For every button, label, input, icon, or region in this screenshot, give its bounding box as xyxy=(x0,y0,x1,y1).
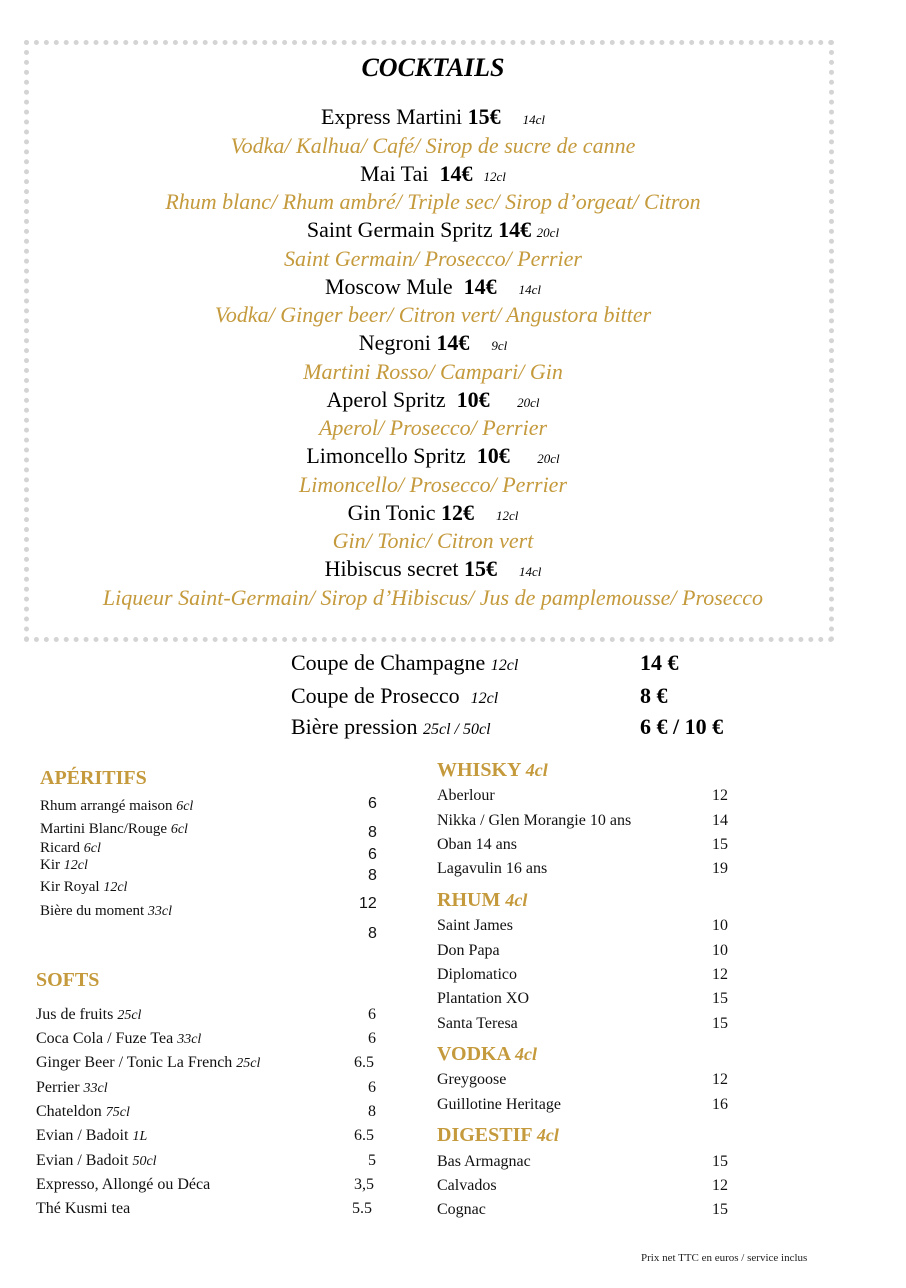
aperitif-item: Martini Blanc/Rouge 6cl xyxy=(40,821,188,837)
cocktail-ingredients: Martini Rosso/ Campari/ Gin xyxy=(303,359,563,384)
whisky-price: 15 xyxy=(712,836,728,853)
bubble-item-price: 6 € / 10 € xyxy=(640,714,724,739)
aperitif-price: 8 xyxy=(368,925,377,942)
aperitif-price: 6 xyxy=(368,795,377,812)
aperitif-price: 12 xyxy=(359,895,377,912)
cocktail-name: Negroni 14€ 9cl xyxy=(358,330,508,355)
cocktail-name: Saint Germain Spritz 14€ 20cl xyxy=(306,217,560,242)
rhum-item: Plantation XO xyxy=(437,990,529,1007)
rhum-price: 10 xyxy=(712,942,728,959)
cocktail-ingredients: Vodka/ Ginger beer/ Citron vert/ Angustora bitter xyxy=(214,302,652,327)
rhum-price: 12 xyxy=(712,966,728,983)
aperitif-item: Kir 12cl xyxy=(40,857,88,873)
digestif-price: 15 xyxy=(712,1201,728,1218)
whisky-title: WHISKY 4cl xyxy=(437,759,548,781)
cocktail-name: Gin Tonic 12€ 12cl xyxy=(347,500,519,525)
vodka-price: 16 xyxy=(712,1096,728,1113)
soft-item: Evian / Badoit 50cl xyxy=(36,1152,157,1169)
aperitif-item: Bière du moment 33cl xyxy=(40,903,173,919)
soft-item: Thé Kusmi tea xyxy=(36,1200,131,1217)
aperitif-item: Ricard 6cl xyxy=(40,840,101,856)
digestif-price: 15 xyxy=(712,1153,728,1170)
cocktail-name: Limoncello Spritz 10€ 20cl xyxy=(306,443,560,468)
soft-price: 6 xyxy=(368,1006,376,1023)
bubble-item-price: 8 € xyxy=(640,683,668,708)
whisky-item: Nikka / Glen Morangie 10 ans xyxy=(437,812,632,829)
soft-price: 5 xyxy=(368,1152,376,1169)
digestif-item: Cognac xyxy=(437,1201,486,1218)
cocktail-ingredients: Gin/ Tonic/ Citron vert xyxy=(332,528,534,553)
digestif-price: 12 xyxy=(712,1177,728,1194)
whisky-item: Oban 14 ans xyxy=(437,836,517,853)
rhum-item: Santa Teresa xyxy=(437,1015,518,1032)
aperitif-price: 6 xyxy=(368,846,377,863)
soft-price: 6 xyxy=(368,1079,376,1096)
aperitif-item: Kir Royal 12cl xyxy=(40,879,128,895)
soft-item: Perrier 33cl xyxy=(36,1079,108,1096)
aperitif-price: 8 xyxy=(368,867,377,884)
whisky-price: 19 xyxy=(712,860,728,877)
vodka-item: Guillotine Heritage xyxy=(437,1096,561,1113)
cocktail-name: Mai Tai 14€ 12cl xyxy=(360,161,506,186)
rhum-title: RHUM 4cl xyxy=(437,889,528,911)
soft-item: Jus de fruits 25cl xyxy=(36,1006,142,1023)
footer-note: Prix net TTC en euros / service inclus xyxy=(641,1252,808,1264)
digestif-item: Bas Armagnac xyxy=(437,1153,531,1170)
cocktail-name: Hibiscus secret 15€ 14cl xyxy=(324,556,542,581)
soft-item: Evian / Badoit 1L xyxy=(36,1127,148,1144)
soft-price: 6.5 xyxy=(354,1127,374,1144)
soft-price: 8 xyxy=(368,1103,376,1120)
bubble-item-name: Bière pression 25cl / 50cl xyxy=(291,714,491,739)
cocktails-title: COCKTAILS xyxy=(361,53,505,82)
whisky-price: 14 xyxy=(712,812,728,829)
bubble-item-name: Coupe de Champagne 12cl xyxy=(291,650,519,675)
soft-price: 6 xyxy=(368,1030,376,1047)
soft-price: 3,5 xyxy=(354,1176,374,1193)
vodka-item: Greygoose xyxy=(437,1071,507,1088)
rhum-item: Diplomatico xyxy=(437,966,517,983)
cocktail-ingredients: Aperol/ Prosecco/ Perrier xyxy=(318,415,548,440)
vodka-title: VODKA 4cl xyxy=(437,1043,537,1065)
rhum-price: 15 xyxy=(712,1015,728,1032)
cocktail-ingredients: Liqueur Saint-Germain/ Sirop d’Hibiscus/ Jus de pamplemousse/ Prosecco xyxy=(102,585,764,610)
soft-item: Ginger Beer / Tonic La French 25cl xyxy=(36,1054,261,1071)
soft-item: Chateldon 75cl xyxy=(36,1103,130,1120)
soft-price: 5.5 xyxy=(352,1200,372,1217)
vodka-price: 12 xyxy=(712,1071,728,1088)
aperitif-item: Rhum arrangé maison 6cl xyxy=(40,798,194,814)
cocktail-ingredients: Rhum blanc/ Rhum ambré/ Triple sec/ Sirop d’orgeat/ Citron xyxy=(165,189,701,214)
cocktail-ingredients: Limoncello/ Prosecco/ Perrier xyxy=(298,472,568,497)
rhum-price: 10 xyxy=(712,917,728,934)
rhum-price: 15 xyxy=(712,990,728,1007)
soft-item: Expresso, Allongé ou Déca xyxy=(36,1176,211,1193)
cocktail-name: Aperol Spritz 10€ 20cl xyxy=(326,387,540,412)
whisky-price: 12 xyxy=(712,787,728,804)
cocktail-ingredients: Vodka/ Kalhua/ Café/ Sirop de sucre de canne xyxy=(230,133,636,158)
cocktail-name: Express Martini 15€ 14cl xyxy=(320,104,546,129)
whisky-item: Aberlour xyxy=(437,787,495,804)
soft-price: 6.5 xyxy=(354,1054,374,1071)
digestif-item: Calvados xyxy=(437,1177,497,1194)
digestif-title: DIGESTIF 4cl xyxy=(437,1124,559,1146)
rhum-item: Don Papa xyxy=(437,942,500,959)
bubble-item-price: 14 € xyxy=(640,650,679,675)
rhum-item: Saint James xyxy=(437,917,513,934)
bubble-item-name: Coupe de Prosecco 12cl xyxy=(291,683,499,708)
aperitifs-title: APÉRITIFS xyxy=(40,767,147,789)
soft-item: Coca Cola / Fuze Tea 33cl xyxy=(36,1030,202,1047)
whisky-item: Lagavulin 16 ans xyxy=(437,860,548,877)
cocktail-ingredients: Saint Germain/ Prosecco/ Perrier xyxy=(284,246,582,271)
cocktail-name: Moscow Mule 14€ 14cl xyxy=(324,274,542,299)
softs-title: SOFTS xyxy=(36,969,100,991)
aperitif-price: 8 xyxy=(368,824,377,841)
